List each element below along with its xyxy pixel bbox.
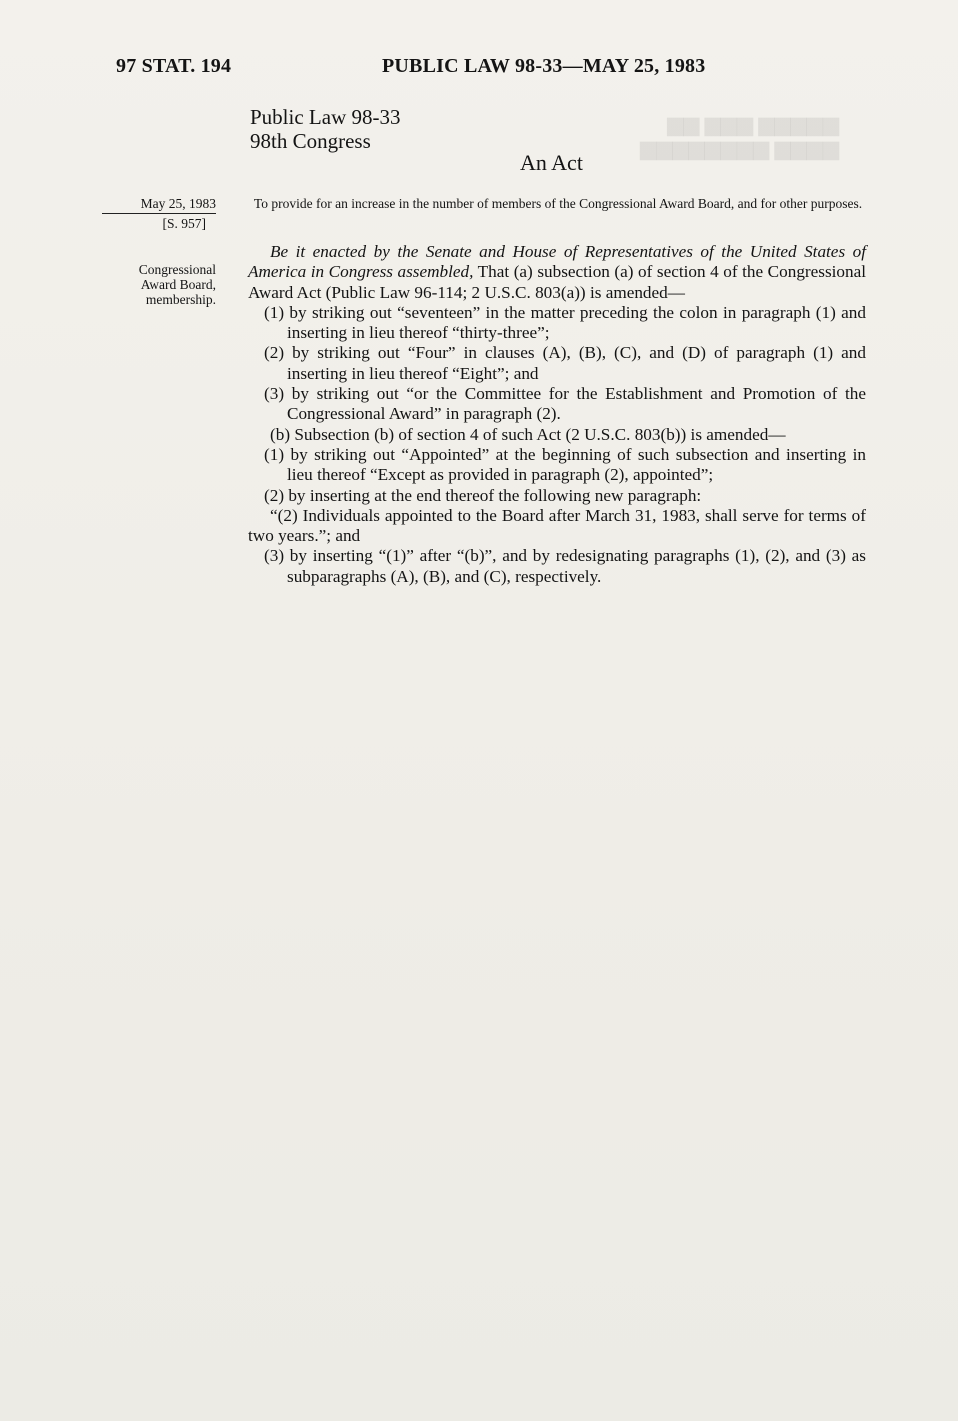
bill-number: [S. 957] [162, 216, 206, 231]
clause-b-1: (1) by striking out “Appointed” at the beginning of such subsection and inserting in lieu thereof “Except as provided in paragraph (2), appointed”; [264, 444, 866, 485]
section-a-intro: That (a) subsection (a) of section 4 of the Congressional Award Act (Public Law 96-114; 2 U.S.C. 803(a)) is amended— [248, 262, 867, 302]
law-body [248, 242, 866, 587]
margin-subject-line: Award Board, [140, 277, 216, 292]
statute-page: 97 STAT. 194 [116, 55, 232, 77]
law-title-block [250, 105, 400, 153]
margin-subject-note [102, 262, 216, 307]
clause-b-3: (3) by inserting “(1)” after “(b)”, and by redesignating paragraphs (1), (2), and (3) as subparagraphs (A), (B), and (C), respectively. [264, 546, 866, 586]
margin-date-note [102, 196, 216, 231]
section-b-intro: (b) Subsection (b) of section 4 of such Act (2 U.S.C. 803(b)) is amended— [270, 424, 786, 444]
clause-b-2: (2) by inserting at the end thereof the following new paragraph: [264, 485, 702, 505]
bleed-through-decoration: ▆▆▆▆▆ ▆▆▆ ▆▆ ▆▆▆▆ ▆▆▆▆▆▆▆▆ [640, 112, 840, 160]
enacting-clause: Be it enacted by the Senate and House of Representatives of the United States of America in Congress assembled, [248, 242, 866, 282]
purpose-statement: To provide for an increase in the number of members of the Congressional Award Board, and for other purposes. [253, 196, 863, 211]
law-number: Public Law 98-33 [250, 105, 401, 129]
act-heading: An Act [520, 150, 583, 175]
enactment-date: May 25, 1983 [102, 196, 216, 214]
clause-a-3: (3) by striking out “or the Committee for the Establishment and Promotion of the Congressional Award” in paragraph (2). [264, 384, 866, 424]
header-title: PUBLIC LAW 98-33—MAY 25, 1983 [382, 55, 706, 77]
margin-subject-line: Congressional [138, 262, 216, 277]
enacting-paragraph [248, 242, 866, 303]
margin-subject-line: membership. [145, 292, 216, 307]
quoted-paragraph: “(2) Individuals appointed to the Board after March 31, 1983, shall serve for terms of two years.”; and [248, 505, 866, 546]
congress-number: 98th Congress [250, 129, 371, 153]
clause-a-2: (2) by striking out “Four” in clauses (A), (B), (C), and (D) of paragraph (1) and inserting in lieu thereof “Eight”; and [264, 343, 866, 383]
clause-a-1: (1) by striking out “seventeen” in the matter preceding the colon in paragraph (1) and inserting in lieu thereof “thirty-three”; [264, 302, 866, 343]
